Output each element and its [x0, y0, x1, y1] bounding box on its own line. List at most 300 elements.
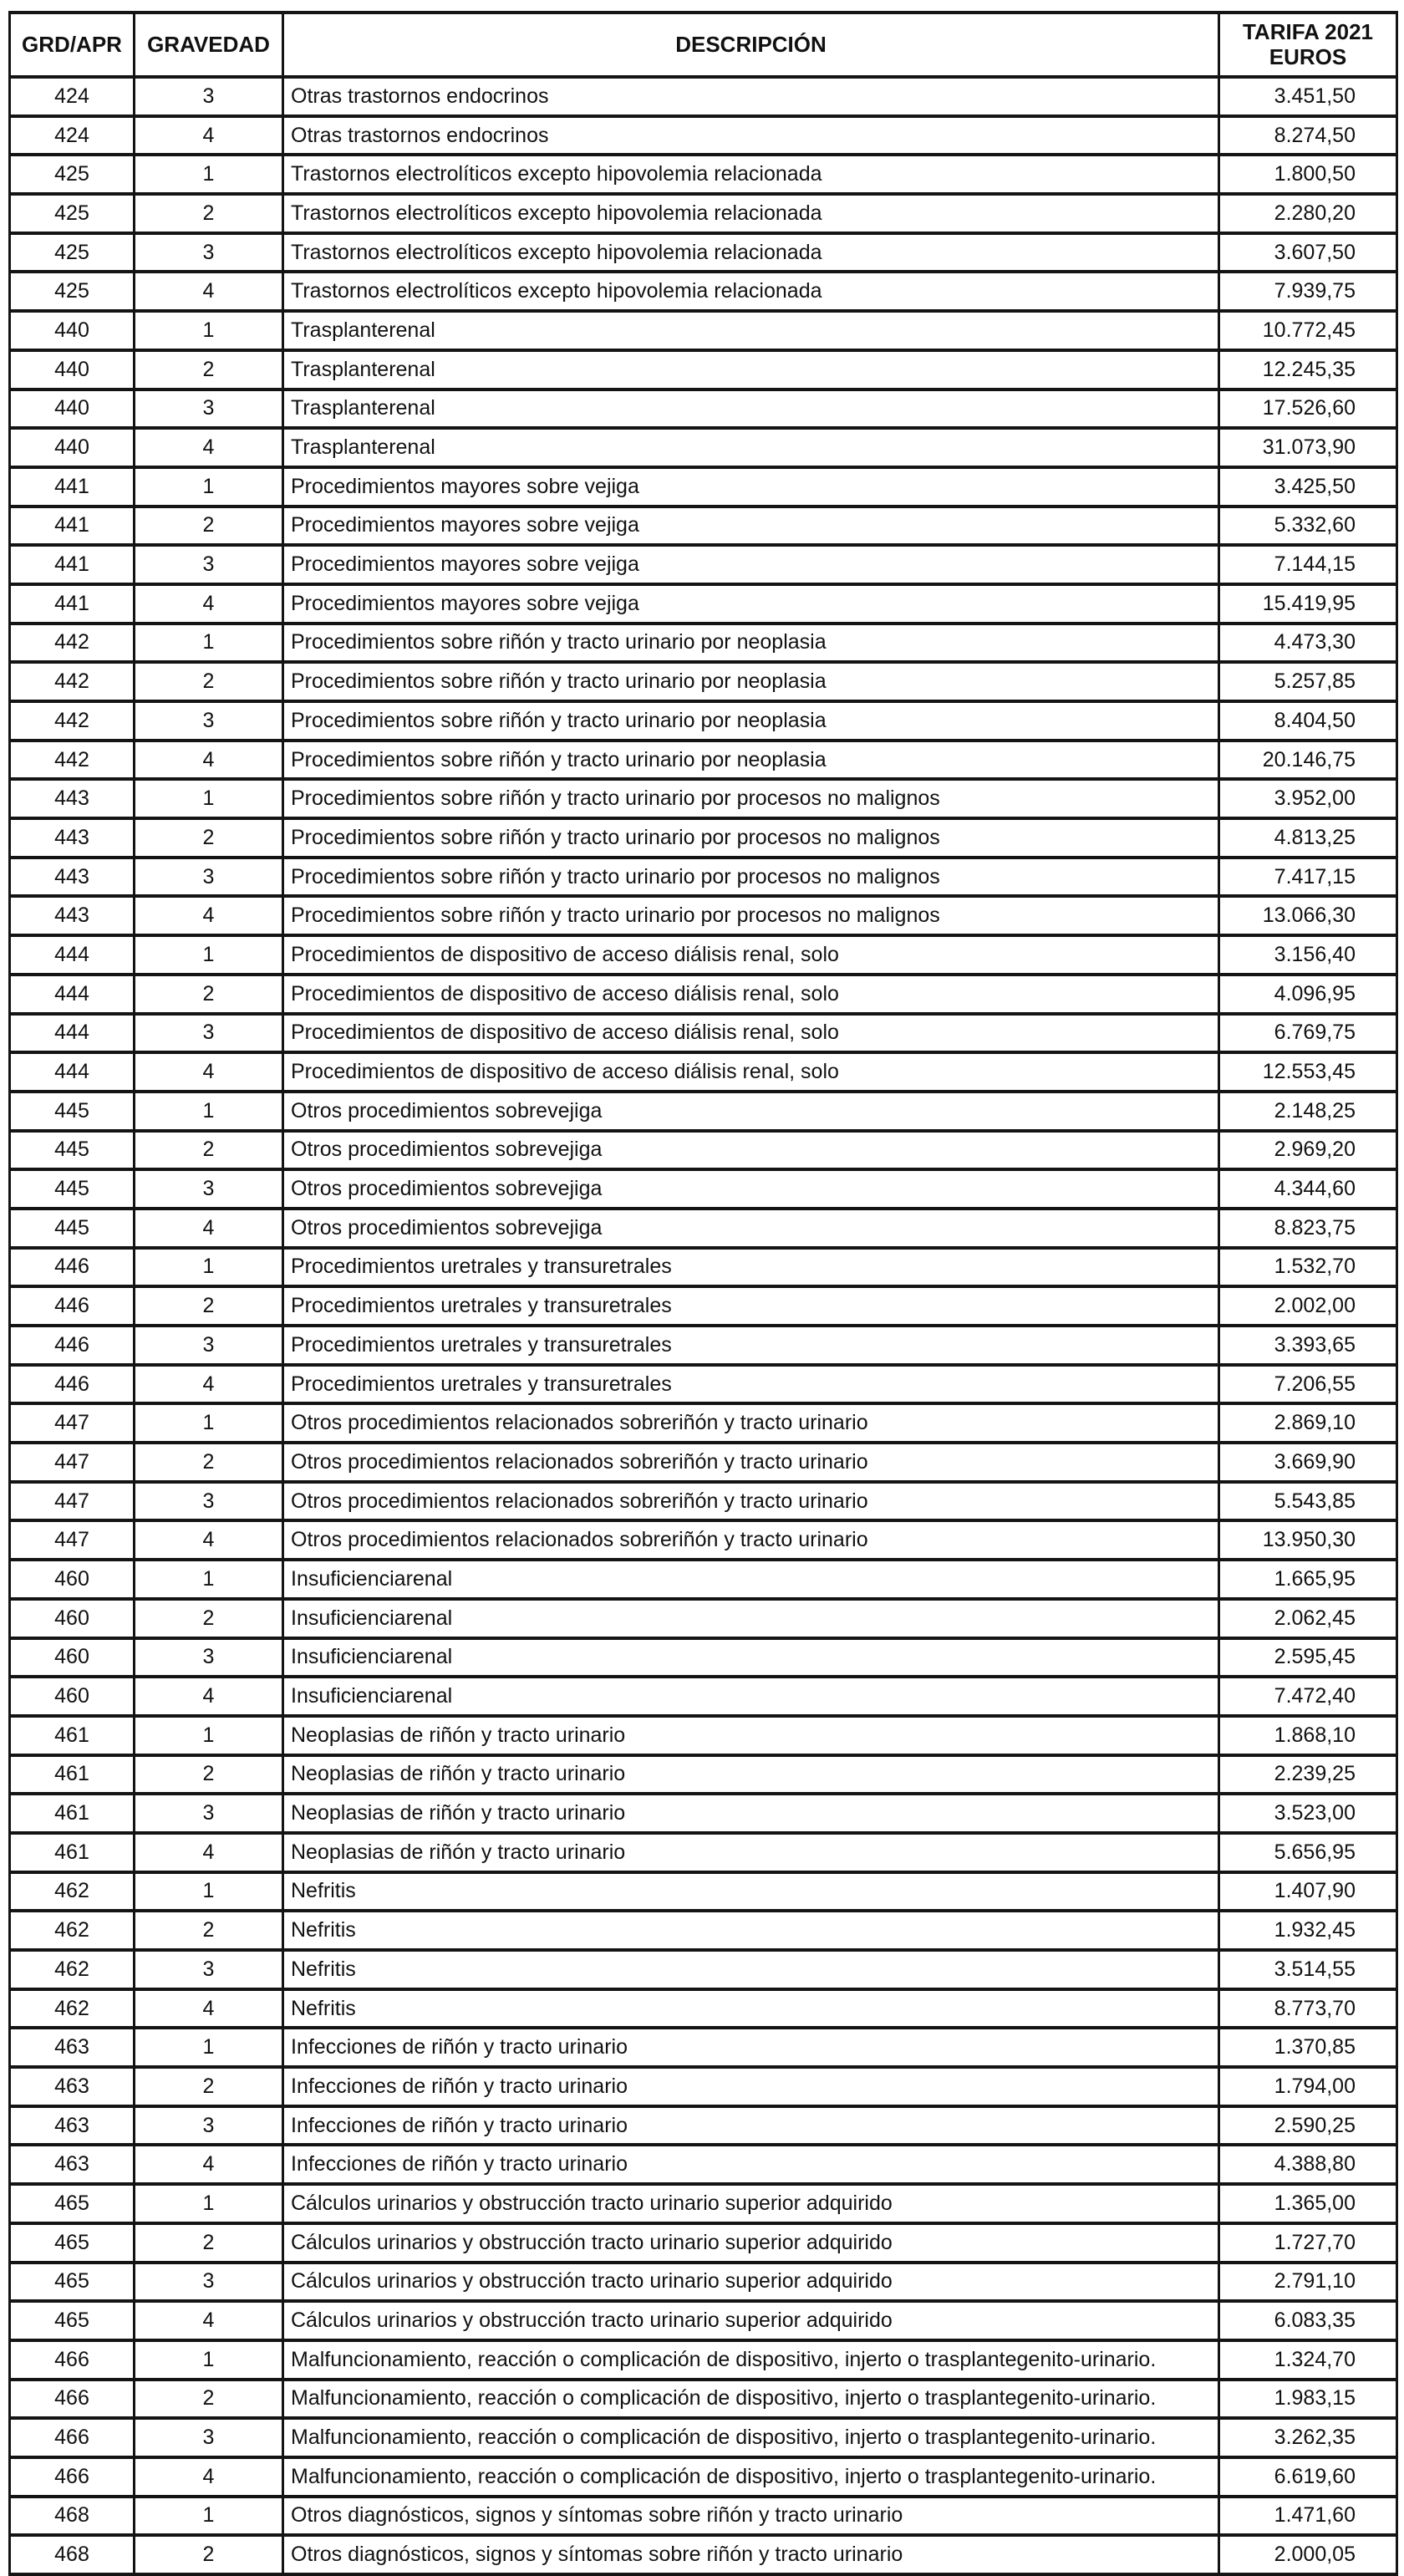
grd-apr-cell: 425: [10, 194, 135, 233]
grd-apr-cell: 461: [10, 1794, 135, 1833]
descripcion-cell: Infecciones de riñón y tracto urinario: [283, 2145, 1219, 2184]
grd-apr-cell: 424: [10, 116, 135, 155]
grd-apr-cell: 460: [10, 1599, 135, 1638]
gravedad-cell: 1: [135, 311, 283, 350]
grd-apr-cell: 465: [10, 2301, 135, 2340]
tarifa-cell: 17.526,60: [1219, 389, 1397, 429]
gravedad-cell: 4: [135, 1989, 283, 2029]
grd-apr-cell: 442: [10, 741, 135, 780]
descripcion-cell: Otros procedimientos relacionados sobreriñón y tracto urinario: [283, 1403, 1219, 1443]
gravedad-cell: 3: [135, 2263, 283, 2302]
descripcion-cell: Cálculos urinarios y obstrucción tracto urinario superior adquirido: [283, 2223, 1219, 2263]
descripcion-cell: Otras trastornos endocrinos: [283, 77, 1219, 116]
gravedad-cell: 2: [135, 2380, 283, 2419]
grd-apr-cell: 442: [10, 624, 135, 663]
table-row: [10, 1209, 1397, 1248]
table-row: [10, 2067, 1397, 2106]
tarifa-cell: 5.257,85: [1219, 662, 1397, 701]
grd-apr-cell: 441: [10, 584, 135, 624]
descripcion-cell: Nefritis: [283, 1989, 1219, 2029]
grd-apr-cell: 444: [10, 1014, 135, 1053]
table-row: [10, 2535, 1397, 2574]
grd-apr-cell: 461: [10, 1716, 135, 1755]
table-row: [10, 584, 1397, 624]
grd-apr-cell: 440: [10, 311, 135, 350]
table-row: [10, 2263, 1397, 2302]
tarifa-cell: 3.451,50: [1219, 77, 1397, 116]
table-row: [10, 2028, 1397, 2067]
table-row: [10, 155, 1397, 194]
tarifa-cell: 2.148,25: [1219, 1092, 1397, 1131]
table-row: [10, 1794, 1397, 1833]
grd-apr-cell: 465: [10, 2184, 135, 2223]
gravedad-cell: 4: [135, 741, 283, 780]
tarifa-cell: 8.404,50: [1219, 701, 1397, 741]
tarifa-cell: 2.002,00: [1219, 1286, 1397, 1326]
descripcion-cell: Neoplasias de riñón y tracto urinario: [283, 1833, 1219, 1872]
gravedad-cell: 2: [135, 350, 283, 389]
gravedad-cell: 4: [135, 116, 283, 155]
tarifa-cell: 1.532,70: [1219, 1248, 1397, 1287]
gravedad-cell: 1: [135, 155, 283, 194]
tarifa-cell: 6.619,60: [1219, 2457, 1397, 2497]
gravedad-cell: 3: [135, 858, 283, 897]
table-row: [10, 1989, 1397, 2029]
descripcion-cell: Procedimientos mayores sobre vejiga: [283, 467, 1219, 507]
tarifa-cell: 8.274,50: [1219, 116, 1397, 155]
gravedad-cell: 4: [135, 428, 283, 467]
gravedad-cell: 2: [135, 1755, 283, 1795]
grd-apr-cell: 440: [10, 389, 135, 429]
gravedad-cell: 1: [135, 2497, 283, 2536]
gravedad-cell: 3: [135, 389, 283, 429]
gravedad-cell: 4: [135, 1365, 283, 1404]
gravedad-cell: 3: [135, 77, 283, 116]
gravedad-cell: 3: [135, 1014, 283, 1053]
table-row: [10, 701, 1397, 741]
tarifa-cell: 7.472,40: [1219, 1677, 1397, 1716]
descripcion-cell: Trasplanterenal: [283, 428, 1219, 467]
descripcion-cell: Procedimientos uretrales y transuretrales: [283, 1326, 1219, 1365]
descripcion-cell: Otros diagnósticos, signos y síntomas sobre riñón y tracto urinario: [283, 2535, 1219, 2574]
descripcion-cell: Nefritis: [283, 1950, 1219, 1989]
table-row: [10, 2106, 1397, 2146]
descripcion-cell: Otros procedimientos relacionados sobreriñón y tracto urinario: [283, 1443, 1219, 1482]
gravedad-cell: 1: [135, 1560, 283, 1599]
grd-apr-cell: 462: [10, 1911, 135, 1950]
descripcion-cell: Procedimientos sobre riñón y tracto urinario por procesos no malignos: [283, 818, 1219, 858]
grd-apr-cell: 463: [10, 2145, 135, 2184]
tarifa-cell: 7.206,55: [1219, 1365, 1397, 1404]
gravedad-cell: 3: [135, 1482, 283, 1521]
table-row: [10, 1248, 1397, 1287]
descripcion-cell: Nefritis: [283, 1872, 1219, 1912]
gravedad-cell: 1: [135, 1092, 283, 1131]
descripcion-cell: Malfuncionamiento, reacción o complicación de dispositivo, injerto o trasplantegenito-urinario.: [283, 2457, 1219, 2497]
tarifa-cell: 12.553,45: [1219, 1052, 1397, 1092]
descripcion-cell: Procedimientos mayores sobre vejiga: [283, 584, 1219, 624]
table-row: [10, 1482, 1397, 1521]
descripcion-cell: Procedimientos de dispositivo de acceso diálisis renal, solo: [283, 1014, 1219, 1053]
tarifa-cell: 8.823,75: [1219, 1209, 1397, 1248]
table-row: [10, 350, 1397, 389]
descripcion-cell: Procedimientos sobre riñón y tracto urinario por procesos no malignos: [283, 779, 1219, 818]
tarifa-cell: 2.000,05: [1219, 2535, 1397, 2574]
gravedad-cell: 2: [135, 662, 283, 701]
gravedad-cell: 4: [135, 584, 283, 624]
tarifa-cell: 15.419,95: [1219, 584, 1397, 624]
grd-apr-cell: 460: [10, 1638, 135, 1677]
grd-apr-cell: 445: [10, 1169, 135, 1209]
grd-apr-cell: 443: [10, 818, 135, 858]
descripcion-cell: Procedimientos sobre riñón y tracto urinario por procesos no malignos: [283, 858, 1219, 897]
descripcion-cell: Procedimientos de dispositivo de acceso diálisis renal, solo: [283, 975, 1219, 1014]
tarifa-cell: 3.514,55: [1219, 1950, 1397, 1989]
gravedad-cell: 2: [135, 1911, 283, 1950]
gravedad-cell: 3: [135, 233, 283, 272]
tarifa-cell: 2.791,10: [1219, 2263, 1397, 2302]
table-row: [10, 1950, 1397, 1989]
table-row: [10, 1755, 1397, 1795]
gravedad-cell: 2: [135, 2535, 283, 2574]
tarifa-cell: 10.772,45: [1219, 311, 1397, 350]
descripcion-cell: Procedimientos sobre riñón y tracto urinario por neoplasia: [283, 624, 1219, 663]
tarifa-cell: 4.813,25: [1219, 818, 1397, 858]
tarifa-cell: 2.590,25: [1219, 2106, 1397, 2146]
gravedad-cell: 4: [135, 896, 283, 935]
descripcion-cell: Trasplanterenal: [283, 350, 1219, 389]
gravedad-cell: 2: [135, 1599, 283, 1638]
grd-apr-cell: 444: [10, 935, 135, 975]
grd-apr-cell: 443: [10, 779, 135, 818]
grd-apr-cell: 446: [10, 1326, 135, 1365]
table-row: [10, 1833, 1397, 1872]
gravedad-cell: 2: [135, 194, 283, 233]
tarifa-cell: 3.607,50: [1219, 233, 1397, 272]
tarifa-cell: 1.868,10: [1219, 1716, 1397, 1755]
grd-apr-cell: 460: [10, 1677, 135, 1716]
table-row: [10, 1911, 1397, 1950]
tarifa-cell: 3.393,65: [1219, 1326, 1397, 1365]
gravedad-cell: 1: [135, 2184, 283, 2223]
grd-apr-cell: 447: [10, 1520, 135, 1560]
grd-apr-cell: 446: [10, 1248, 135, 1287]
descripcion-cell: Procedimientos de dispositivo de acceso diálisis renal, solo: [283, 1052, 1219, 1092]
gravedad-cell: 3: [135, 2106, 283, 2146]
table-row: [10, 272, 1397, 311]
table-row: [10, 1092, 1397, 1131]
grd-apr-cell: 446: [10, 1365, 135, 1404]
tarifa-cell: 7.939,75: [1219, 272, 1397, 311]
col-header-tarifa-line1: TARIFA 2021: [1242, 18, 1374, 44]
table-row: [10, 1677, 1397, 1716]
tarifa-cell: 5.543,85: [1219, 1482, 1397, 1521]
table-row: [10, 389, 1397, 429]
tarifa-cell: 5.656,95: [1219, 1833, 1397, 1872]
gravedad-cell: 1: [135, 2028, 283, 2067]
tarifa-cell: 1.794,00: [1219, 2067, 1397, 2106]
gravedad-cell: 2: [135, 1286, 283, 1326]
table-row: [10, 1716, 1397, 1755]
table-row: [10, 1014, 1397, 1053]
descripcion-cell: Neoplasias de riñón y tracto urinario: [283, 1716, 1219, 1755]
tarifa-cell: 6.083,35: [1219, 2301, 1397, 2340]
grd-apr-cell: 445: [10, 1131, 135, 1170]
grd-apr-cell: 462: [10, 1872, 135, 1912]
table-row: [10, 2145, 1397, 2184]
table-row: [10, 1286, 1397, 1326]
descripcion-cell: Otros procedimientos sobrevejiga: [283, 1092, 1219, 1131]
tarifa-cell: 3.156,40: [1219, 935, 1397, 975]
descripcion-cell: Infecciones de riñón y tracto urinario: [283, 2067, 1219, 2106]
table-row: [10, 818, 1397, 858]
descripcion-cell: Cálculos urinarios y obstrucción tracto urinario superior adquirido: [283, 2263, 1219, 2302]
grd-apr-cell: 424: [10, 77, 135, 116]
gravedad-cell: 4: [135, 1520, 283, 1560]
descripcion-cell: Otros procedimientos sobrevejiga: [283, 1131, 1219, 1170]
table-row: [10, 1326, 1397, 1365]
tarifa-cell: 1.665,95: [1219, 1560, 1397, 1599]
tarifa-cell: 5.332,60: [1219, 507, 1397, 546]
tarifa-cell: 4.388,80: [1219, 2145, 1397, 2184]
descripcion-cell: Insuficienciarenal: [283, 1677, 1219, 1716]
gravedad-cell: 1: [135, 624, 283, 663]
descripcion-cell: Procedimientos sobre riñón y tracto urinario por neoplasia: [283, 741, 1219, 780]
grd-apr-cell: 440: [10, 428, 135, 467]
descripcion-cell: Malfuncionamiento, reacción o complicación de dispositivo, injerto o trasplantegenito-urinario.: [283, 2340, 1219, 2380]
descripcion-cell: Procedimientos sobre riñón y tracto urinario por procesos no malignos: [283, 896, 1219, 935]
descripcion-cell: Otros procedimientos relacionados sobreriñón y tracto urinario: [283, 1520, 1219, 1560]
tarifa-cell: 2.869,10: [1219, 1403, 1397, 1443]
gravedad-cell: 4: [135, 1052, 283, 1092]
grd-apr-cell: 461: [10, 1755, 135, 1795]
tariff-table: [8, 11, 1398, 2576]
tarifa-cell: 2.969,20: [1219, 1131, 1397, 1170]
tarifa-cell: 2.595,45: [1219, 1638, 1397, 1677]
gravedad-cell: 1: [135, 2340, 283, 2380]
gravedad-cell: 4: [135, 2457, 283, 2497]
grd-apr-cell: 445: [10, 1209, 135, 1248]
tarifa-cell: 31.073,90: [1219, 428, 1397, 467]
table-row: [10, 2301, 1397, 2340]
table-row: [10, 779, 1397, 818]
descripcion-cell: Trastornos electrolíticos excepto hipovolemia relacionada: [283, 155, 1219, 194]
table-row: [10, 1560, 1397, 1599]
grd-apr-cell: 462: [10, 1989, 135, 2029]
table-row: [10, 662, 1397, 701]
grd-apr-cell: 460: [10, 1560, 135, 1599]
tarifa-cell: 2.062,45: [1219, 1599, 1397, 1638]
table-row: [10, 194, 1397, 233]
descripcion-cell: Procedimientos uretrales y transuretrales: [283, 1248, 1219, 1287]
tarifa-cell: 13.066,30: [1219, 896, 1397, 935]
gravedad-cell: 2: [135, 1443, 283, 1482]
descripcion-cell: Infecciones de riñón y tracto urinario: [283, 2028, 1219, 2067]
gravedad-cell: 2: [135, 818, 283, 858]
gravedad-cell: 1: [135, 1403, 283, 1443]
grd-apr-cell: 468: [10, 2535, 135, 2574]
descripcion-cell: Procedimientos mayores sobre vejiga: [283, 507, 1219, 546]
tarifa-cell: 20.146,75: [1219, 741, 1397, 780]
descripcion-cell: Procedimientos sobre riñón y tracto urinario por neoplasia: [283, 662, 1219, 701]
grd-apr-cell: 446: [10, 1286, 135, 1326]
gravedad-cell: 3: [135, 2418, 283, 2457]
grd-apr-cell: 443: [10, 858, 135, 897]
table-row: [10, 858, 1397, 897]
tarifa-cell: 1.983,15: [1219, 2380, 1397, 2419]
table-row: [10, 545, 1397, 584]
grd-apr-cell: 466: [10, 2340, 135, 2380]
table-row: [10, 2380, 1397, 2419]
grd-apr-cell: 441: [10, 545, 135, 584]
grd-apr-cell: 447: [10, 1403, 135, 1443]
tarifa-cell: 7.417,15: [1219, 858, 1397, 897]
descripcion-cell: Otros procedimientos sobrevejiga: [283, 1169, 1219, 1209]
table-row: [10, 1403, 1397, 1443]
table-row: [10, 1599, 1397, 1638]
grd-apr-cell: 466: [10, 2380, 135, 2419]
descripcion-cell: Otros procedimientos relacionados sobreriñón y tracto urinario: [283, 1482, 1219, 1521]
tarifa-cell: 4.344,60: [1219, 1169, 1397, 1209]
grd-apr-cell: 468: [10, 2497, 135, 2536]
tarifa-cell: 12.245,35: [1219, 350, 1397, 389]
table-row: [10, 935, 1397, 975]
descripcion-cell: Trastornos electrolíticos excepto hipovolemia relacionada: [283, 233, 1219, 272]
gravedad-cell: 3: [135, 545, 283, 584]
gravedad-cell: 3: [135, 1794, 283, 1833]
tarifa-cell: 2.239,25: [1219, 1755, 1397, 1795]
grd-apr-cell: 425: [10, 155, 135, 194]
descripcion-cell: Infecciones de riñón y tracto urinario: [283, 2106, 1219, 2146]
table-row: [10, 233, 1397, 272]
table-row: [10, 2457, 1397, 2497]
gravedad-cell: 2: [135, 2067, 283, 2106]
tarifa-cell: 1.471,60: [1219, 2497, 1397, 2536]
tarifa-cell: 3.523,00: [1219, 1794, 1397, 1833]
descripcion-cell: Procedimientos mayores sobre vejiga: [283, 545, 1219, 584]
tarifa-cell: 1.365,00: [1219, 2184, 1397, 2223]
grd-apr-cell: 444: [10, 975, 135, 1014]
descripcion-cell: Otros diagnósticos, signos y síntomas sobre riñón y tracto urinario: [283, 2497, 1219, 2536]
gravedad-cell: 3: [135, 701, 283, 741]
tarifa-cell: 7.144,15: [1219, 545, 1397, 584]
descripcion-cell: Procedimientos uretrales y transuretrales: [283, 1286, 1219, 1326]
table-row: [10, 2223, 1397, 2263]
tarifa-cell: 3.952,00: [1219, 779, 1397, 818]
table-row: [10, 1520, 1397, 1560]
grd-apr-cell: 465: [10, 2263, 135, 2302]
gravedad-cell: 4: [135, 2301, 283, 2340]
gravedad-cell: 2: [135, 2223, 283, 2263]
descripcion-cell: Trastornos electrolíticos excepto hipovolemia relacionada: [283, 194, 1219, 233]
tarifa-cell: 4.096,95: [1219, 975, 1397, 1014]
tariff-table-body: [10, 77, 1397, 2574]
descripcion-cell: Procedimientos sobre riñón y tracto urinario por neoplasia: [283, 701, 1219, 741]
grd-apr-cell: 444: [10, 1052, 135, 1092]
gravedad-cell: 1: [135, 1248, 283, 1287]
grd-apr-cell: 443: [10, 896, 135, 935]
descripcion-cell: Cálculos urinarios y obstrucción tracto urinario superior adquirido: [283, 2184, 1219, 2223]
grd-apr-cell: 425: [10, 272, 135, 311]
col-header-tarifa-line2: EUROS: [1269, 43, 1347, 69]
grd-apr-cell: 465: [10, 2223, 135, 2263]
grd-apr-cell: 466: [10, 2418, 135, 2457]
gravedad-cell: 1: [135, 1872, 283, 1912]
table-row: [10, 2497, 1397, 2536]
tarifa-cell: 13.950,30: [1219, 1520, 1397, 1560]
grd-apr-cell: 445: [10, 1092, 135, 1131]
gravedad-cell: 3: [135, 1326, 283, 1365]
descripcion-cell: Insuficienciarenal: [283, 1599, 1219, 1638]
descripcion-cell: Insuficienciarenal: [283, 1560, 1219, 1599]
gravedad-cell: 1: [135, 779, 283, 818]
tarifa-cell: 4.473,30: [1219, 624, 1397, 663]
gravedad-cell: 1: [135, 1716, 283, 1755]
gravedad-cell: 4: [135, 2145, 283, 2184]
tarifa-cell: 1.727,70: [1219, 2223, 1397, 2263]
table-row: [10, 1443, 1397, 1482]
table-row: [10, 1872, 1397, 1912]
grd-apr-cell: 466: [10, 2457, 135, 2497]
grd-apr-cell: 463: [10, 2067, 135, 2106]
grd-apr-cell: 462: [10, 1950, 135, 1989]
table-row: [10, 896, 1397, 935]
table-row: [10, 1638, 1397, 1677]
descripcion-cell: Malfuncionamiento, reacción o complicación de dispositivo, injerto o trasplantegenito-urinario.: [283, 2418, 1219, 2457]
gravedad-cell: 2: [135, 1131, 283, 1170]
gravedad-cell: 4: [135, 1677, 283, 1716]
table-row: [10, 2184, 1397, 2223]
tarifa-cell: 1.800,50: [1219, 155, 1397, 194]
gravedad-cell: 3: [135, 1638, 283, 1677]
col-header-grd-apr: GRD/APR: [10, 13, 135, 77]
table-header-row: [10, 13, 1397, 77]
gravedad-cell: 4: [135, 1209, 283, 1248]
table-row: [10, 2418, 1397, 2457]
table-row: [10, 624, 1397, 663]
table-row: [10, 77, 1397, 116]
descripcion-cell: Nefritis: [283, 1911, 1219, 1950]
grd-apr-cell: 442: [10, 662, 135, 701]
grd-apr-cell: 442: [10, 701, 135, 741]
table-row: [10, 975, 1397, 1014]
grd-apr-cell: 447: [10, 1443, 135, 1482]
gravedad-cell: 4: [135, 1833, 283, 1872]
table-row: [10, 1131, 1397, 1170]
gravedad-cell: 3: [135, 1950, 283, 1989]
tarifa-cell: 3.262,35: [1219, 2418, 1397, 2457]
gravedad-cell: 2: [135, 975, 283, 1014]
tarifa-cell: 1.370,85: [1219, 2028, 1397, 2067]
tarifa-cell: 1.324,70: [1219, 2340, 1397, 2380]
grd-apr-cell: 440: [10, 350, 135, 389]
tarifa-cell: 1.407,90: [1219, 1872, 1397, 1912]
col-header-tarifa: [1219, 13, 1397, 77]
table-row: [10, 2340, 1397, 2380]
descripcion-cell: Neoplasias de riñón y tracto urinario: [283, 1794, 1219, 1833]
tarifa-cell: 6.769,75: [1219, 1014, 1397, 1053]
table-row: [10, 1052, 1397, 1092]
gravedad-cell: 2: [135, 507, 283, 546]
grd-apr-cell: 441: [10, 467, 135, 507]
descripcion-cell: Procedimientos de dispositivo de acceso diálisis renal, solo: [283, 935, 1219, 975]
descripcion-cell: Otros procedimientos sobrevejiga: [283, 1209, 1219, 1248]
descripcion-cell: Trastornos electrolíticos excepto hipovolemia relacionada: [283, 272, 1219, 311]
table-row: [10, 467, 1397, 507]
grd-apr-cell: 463: [10, 2106, 135, 2146]
grd-apr-cell: 463: [10, 2028, 135, 2067]
tarifa-cell: 3.425,50: [1219, 467, 1397, 507]
